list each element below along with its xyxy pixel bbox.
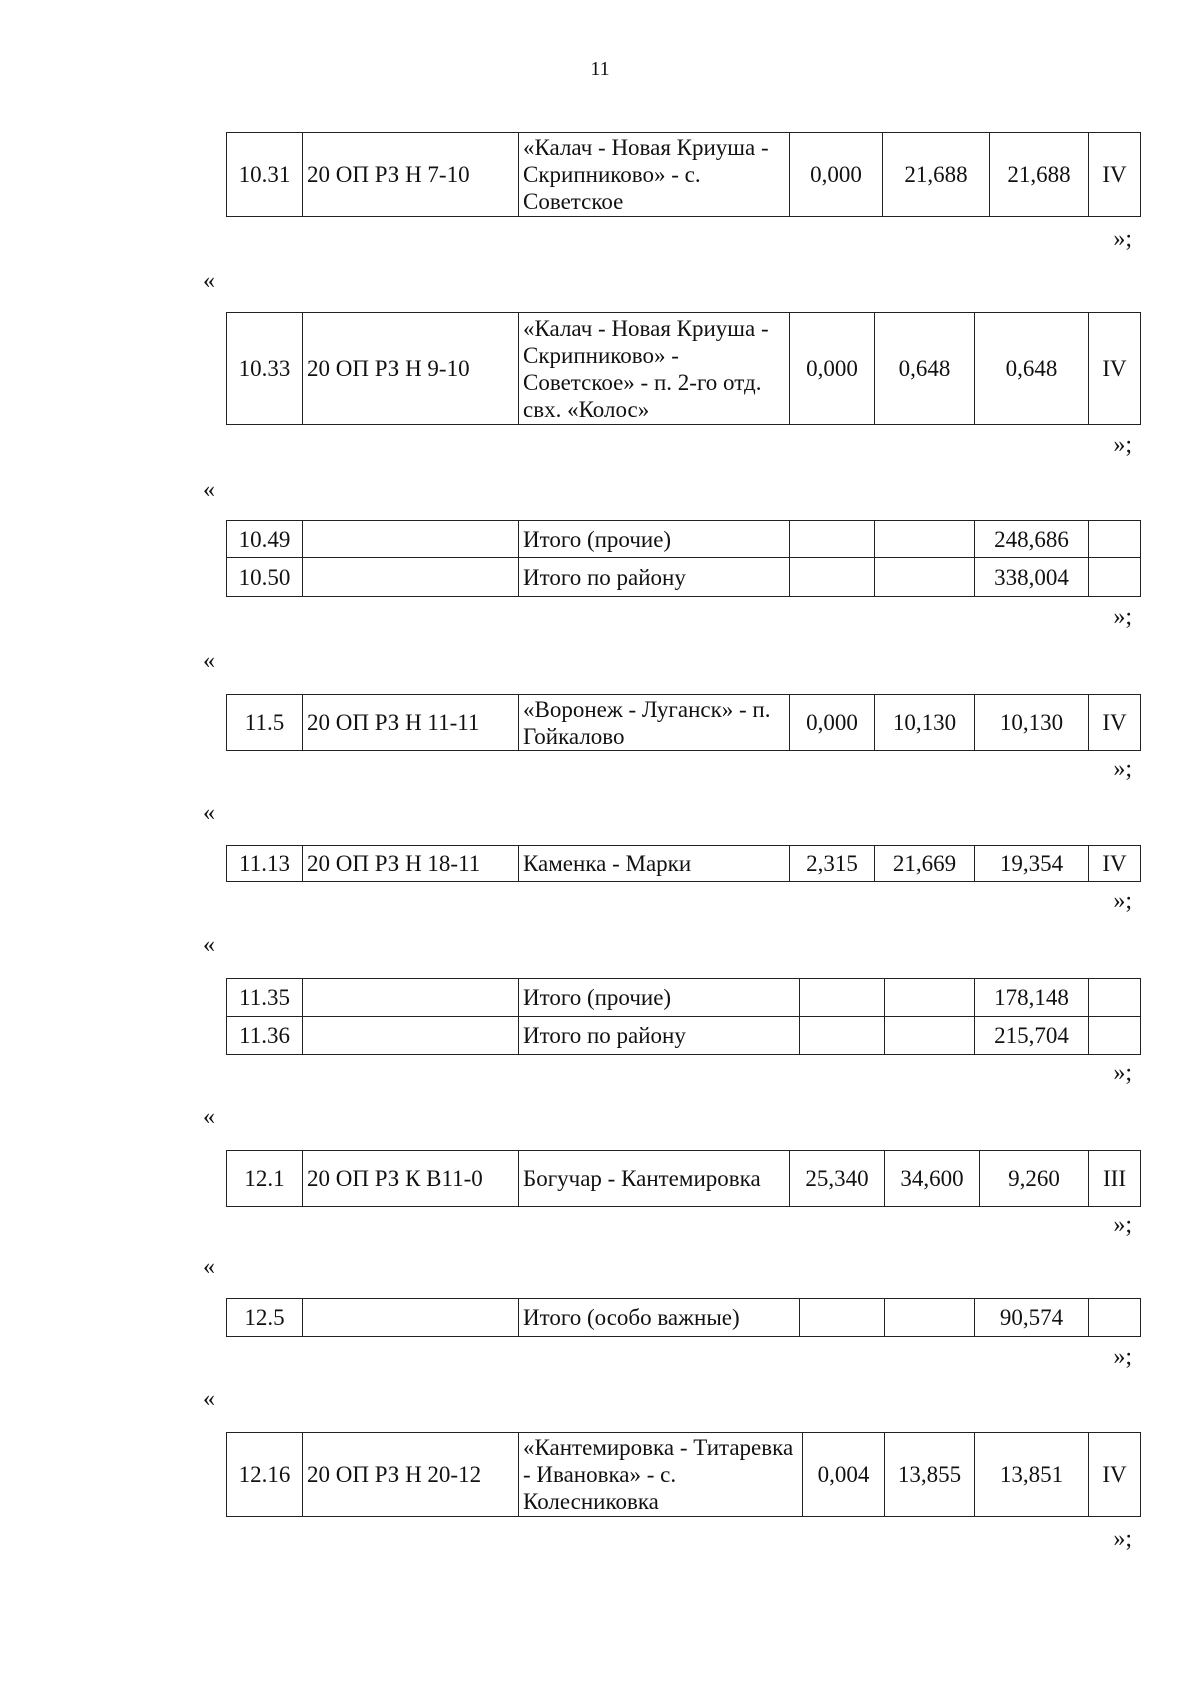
opening-quote: «	[203, 477, 215, 503]
road-table	[226, 1150, 1141, 1207]
start-km: 0,000	[790, 133, 883, 217]
road-table	[226, 1298, 1141, 1337]
end-km: 21,669	[875, 846, 975, 882]
row-number: 10.33	[227, 313, 303, 425]
row-number: 11.36	[227, 1017, 303, 1055]
road-table	[226, 845, 1141, 882]
row-number: 12.16	[227, 1433, 303, 1517]
row-number: 10.31	[227, 133, 303, 217]
length-km: 90,574	[975, 1299, 1089, 1337]
table-row	[227, 1299, 1141, 1337]
length-km: 10,130	[975, 695, 1089, 751]
road-table	[226, 1432, 1141, 1517]
closing-quote: »;	[1113, 756, 1132, 782]
length-km: 0,648	[975, 313, 1089, 425]
start-km: 2,315	[790, 846, 875, 882]
closing-quote: »;	[1113, 226, 1132, 252]
road-code: 20 ОП РЗ Н 9-10	[303, 313, 519, 425]
road-code: 20 ОП РЗ К В11-0	[303, 1151, 519, 1207]
road-name: Итого по району	[519, 1017, 800, 1055]
table-row	[227, 1433, 1141, 1517]
table-row	[227, 846, 1141, 882]
road-name: Каменка - Марки	[519, 846, 790, 882]
road-category: IV	[1089, 1433, 1141, 1517]
start-km	[790, 558, 875, 597]
length-km: 21,688	[990, 133, 1089, 217]
table-row	[227, 979, 1141, 1017]
road-category: III	[1089, 1151, 1141, 1207]
end-km: 10,130	[875, 695, 975, 751]
start-km	[800, 979, 885, 1017]
road-code: 20 ОП РЗ Н 20-12	[303, 1433, 519, 1517]
road-category: IV	[1089, 313, 1141, 425]
opening-quote: «	[203, 1254, 215, 1280]
end-km: 13,855	[885, 1433, 975, 1517]
page-number: 11	[590, 58, 610, 80]
length-km: 178,148	[975, 979, 1089, 1017]
table-row	[227, 313, 1141, 425]
end-km: 21,688	[883, 133, 990, 217]
road-name: «Воронеж - Луганск» - п. Гойкалово	[519, 695, 790, 751]
start-km: 0,000	[790, 313, 875, 425]
table-row	[227, 133, 1141, 217]
length-km: 338,004	[975, 558, 1089, 597]
road-table	[226, 978, 1141, 1055]
opening-quote: «	[203, 268, 215, 294]
end-km: 0,648	[875, 313, 975, 425]
road-category	[1089, 1299, 1141, 1337]
road-code	[303, 1299, 519, 1337]
start-km: 0,000	[790, 695, 875, 751]
road-category: IV	[1089, 695, 1141, 751]
length-km: 13,851	[975, 1433, 1089, 1517]
road-code	[303, 1017, 519, 1055]
road-name: «Калач - Новая Криуша - Скрипниково» - с. Советское	[519, 133, 790, 217]
table-row	[227, 558, 1141, 597]
row-number: 11.35	[227, 979, 303, 1017]
road-code: 20 ОП РЗ Н 18-11	[303, 846, 519, 882]
row-number: 10.50	[227, 558, 303, 597]
row-number: 11.5	[227, 695, 303, 751]
road-code	[303, 558, 519, 597]
road-category: IV	[1089, 133, 1141, 217]
closing-quote: »;	[1113, 888, 1132, 914]
closing-quote: »;	[1113, 1060, 1132, 1086]
start-km	[800, 1299, 885, 1337]
road-code: 20 ОП РЗ Н 7-10	[303, 133, 519, 217]
road-name: Итого по району	[519, 558, 790, 597]
start-km: 0,004	[803, 1433, 885, 1517]
road-category	[1089, 1017, 1141, 1055]
length-km: 9,260	[980, 1151, 1089, 1207]
road-table	[226, 694, 1141, 751]
closing-quote: »;	[1113, 604, 1132, 630]
closing-quote: »;	[1113, 432, 1132, 458]
opening-quote: «	[203, 1104, 215, 1130]
closing-quote: »;	[1113, 1344, 1132, 1370]
end-km	[885, 979, 975, 1017]
length-km: 215,704	[975, 1017, 1089, 1055]
start-km	[790, 521, 875, 558]
road-code	[303, 521, 519, 558]
road-table	[226, 312, 1141, 425]
opening-quote: «	[203, 932, 215, 958]
road-category	[1089, 558, 1141, 597]
road-table	[226, 132, 1141, 217]
closing-quote: »;	[1113, 1526, 1132, 1552]
start-km	[800, 1017, 885, 1055]
opening-quote: «	[203, 1386, 215, 1412]
road-code: 20 ОП РЗ Н 11-11	[303, 695, 519, 751]
road-name: Богучар - Кантемировка	[519, 1151, 790, 1207]
end-km	[875, 521, 975, 558]
road-name: «Калач - Новая Криуша - Скрипниково» - Советское» - п. 2-го отд. свх. «Колос»	[519, 313, 790, 425]
opening-quote: «	[203, 800, 215, 826]
table-row	[227, 1017, 1141, 1055]
road-name: Итого (особо важные)	[519, 1299, 800, 1337]
start-km: 25,340	[790, 1151, 885, 1207]
table-row	[227, 695, 1141, 751]
row-number: 12.5	[227, 1299, 303, 1337]
length-km: 248,686	[975, 521, 1089, 558]
row-number: 12.1	[227, 1151, 303, 1207]
table-row	[227, 1151, 1141, 1207]
length-km: 19,354	[975, 846, 1089, 882]
road-category: IV	[1089, 846, 1141, 882]
row-number: 11.13	[227, 846, 303, 882]
end-km	[885, 1017, 975, 1055]
road-code	[303, 979, 519, 1017]
opening-quote: «	[203, 648, 215, 674]
road-name: Итого (прочие)	[519, 979, 800, 1017]
end-km	[885, 1299, 975, 1337]
end-km: 34,600	[885, 1151, 980, 1207]
closing-quote: »;	[1113, 1212, 1132, 1238]
road-name: «Кантемировка - Титаревка - Ивановка» - с. Колесниковка	[519, 1433, 803, 1517]
road-table	[226, 520, 1141, 597]
road-name: Итого (прочие)	[519, 521, 790, 558]
table-row	[227, 521, 1141, 558]
road-category	[1089, 979, 1141, 1017]
row-number: 10.49	[227, 521, 303, 558]
end-km	[875, 558, 975, 597]
road-category	[1089, 521, 1141, 558]
